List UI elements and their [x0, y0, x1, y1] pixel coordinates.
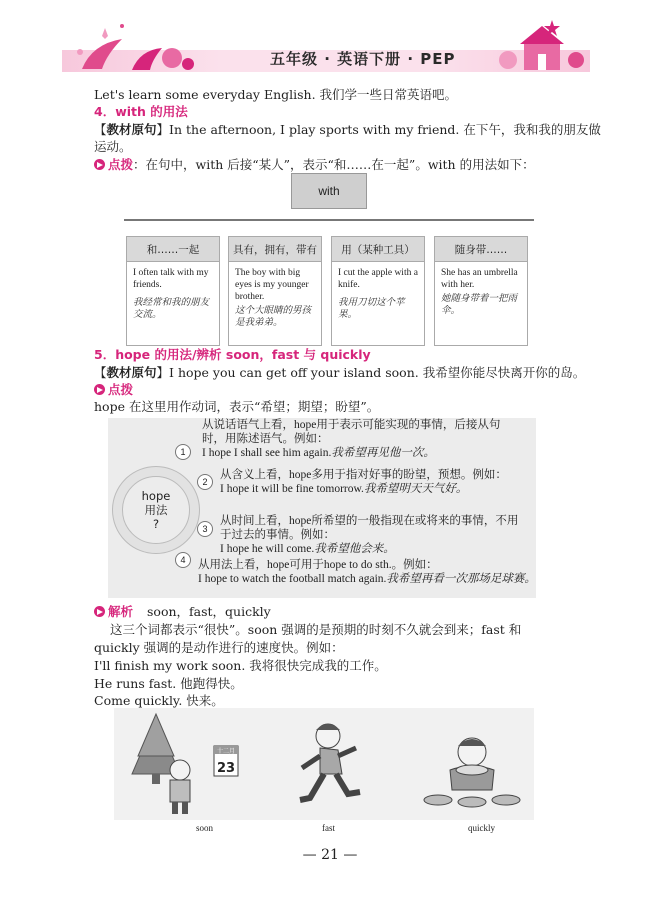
- section4-tip: [94, 156, 535, 173]
- section4-sentence-line2: 运动。: [94, 139, 132, 154]
- page-number: — 21 —: [302, 847, 358, 863]
- with-column-chinese: 这个大眼睛的男孩是我弟弟。: [235, 306, 312, 328]
- calendar-month: 十二月: [216, 748, 236, 755]
- with-column-caption: 和……一起: [127, 237, 219, 262]
- hope-item-example: I hope to watch the football match again.: [198, 573, 387, 585]
- illustration-caption-fast: fast: [322, 823, 335, 833]
- hope-item-3: [220, 514, 518, 556]
- hope-item-text: 时，用陈述语气。例如：: [202, 433, 329, 445]
- analysis-para-line1: 这三个词都表示“很快”。soon 强调的是预期的时刻不久就会到来；fast 和: [110, 622, 522, 637]
- with-column-caption: 用（某种工具）: [332, 237, 424, 262]
- hope-item-number: 3: [197, 521, 213, 537]
- analysis-example-3: Come quickly. 快来。: [94, 693, 224, 708]
- section5-tip-label-line: [94, 381, 133, 398]
- hope-item-2: [220, 468, 507, 496]
- with-column-chinese: 我用刀切这个苹果。: [338, 298, 405, 320]
- with-column-chinese: 我经常和我的朋友交流。: [133, 298, 210, 320]
- hope-item-example-zh: 我希望明天天气好。: [363, 483, 468, 495]
- analysis-words: soon，fast，quickly: [147, 604, 271, 619]
- illustration-caption-quickly: quickly: [468, 823, 495, 833]
- hope-item-1: [202, 418, 500, 460]
- with-column-3: [331, 236, 425, 346]
- with-column-2: [228, 236, 322, 346]
- hope-item-text: 从含义上看，hope多用于指对好事的盼望，预想。例如：: [220, 469, 507, 481]
- analysis-example-1: I'll finish my work soon. 我将很快完成我的工作。: [94, 658, 387, 673]
- section4-source-sentence: [94, 121, 601, 138]
- section5-sentence: I hope you can get off your island soon. 我希望你能尽快离开你的岛。: [169, 365, 586, 380]
- hope-center-usage: 用法: [144, 503, 168, 517]
- with-column-english: I often talk with my friends.: [133, 268, 209, 290]
- hope-item-number: 4: [175, 552, 191, 568]
- illustration-caption-soon: soon: [196, 823, 214, 833]
- illustration-soon-boy-calendar: [118, 712, 248, 818]
- with-column-chinese: 她随身带着一把雨伞。: [441, 294, 518, 316]
- source-tag: 教材原句: [106, 122, 157, 137]
- section4-sentence-line1: In the afternoon, I play sports with my friend. 在下午，我和我的朋友做: [169, 122, 601, 137]
- analysis-label: 解析: [108, 604, 134, 619]
- intro-line: Let's learn some everyday English. 我们学一些日常英语吧。: [94, 87, 458, 102]
- hope-item-text: 于过去的事情。例如：: [220, 529, 335, 541]
- section4-heading: 4．with 的用法: [94, 104, 188, 119]
- hope-item-text: 从时间上看，hope所希望的一般指现在或将来的事情，不用: [220, 515, 519, 527]
- hope-item-example: I hope he will come.: [220, 543, 315, 555]
- hope-item-example-zh: 我希望再见他一次。: [331, 447, 435, 459]
- with-column-english: She has an umbrella with her.: [441, 268, 518, 290]
- bracket-close: 】: [156, 122, 170, 137]
- section5-heading: 5．hope 的用法/辨析 soon，fast 与 quickly: [94, 347, 371, 362]
- illustration-fast-running-boy: [290, 718, 370, 818]
- header-house-decoration-right: [494, 16, 590, 74]
- hope-item-4: [198, 558, 536, 586]
- hope-center-question: ?: [152, 517, 160, 531]
- tip-label: 点拨: [108, 157, 134, 172]
- with-column-4: [434, 236, 528, 346]
- section5-tip-text: hope 在这里用作动词，表示“希望；期望；盼望”。: [94, 399, 380, 414]
- with-column-1: [126, 236, 220, 346]
- hope-item-example-zh: 我希望再看一次那场足球赛。: [386, 573, 536, 585]
- hope-item-text: 从说话语气上看，hope用于表示可能实现的事情，后接从句: [202, 419, 501, 431]
- header-flower-decoration-left: [62, 14, 212, 74]
- with-column-english: The boy with big eyes is my younger brother.: [235, 268, 309, 302]
- with-column-caption: 随身带……: [435, 237, 527, 262]
- analysis-para-line2: quickly 强调的是动作进行的速度快。例如：: [94, 640, 344, 655]
- hope-item-example-zh: 我希望他会来。: [314, 543, 395, 555]
- section5-source-sentence: [94, 364, 585, 381]
- hope-item-number: 1: [175, 444, 191, 460]
- header-title: 五年级 · 英语下册 · PEP: [270, 50, 456, 68]
- hope-item-number: 2: [197, 474, 213, 490]
- calendar-day: 23: [216, 761, 236, 776]
- hope-center: [122, 476, 190, 544]
- tip-play-icon: [94, 384, 105, 395]
- bracket-open: 【: [94, 365, 107, 380]
- bracket-close: 】: [156, 365, 170, 380]
- analysis-play-icon: [94, 606, 105, 617]
- tip-label: 点拨: [108, 382, 134, 397]
- with-root-box: with: [291, 173, 367, 209]
- tip-text: ：在句中，with 后接“某人”，表示“和……在一起”。with 的用法如下：: [133, 157, 535, 172]
- tip-play-icon: [94, 159, 105, 170]
- analysis-label-line: [94, 603, 271, 620]
- illustration-quickly-eating-boy: [420, 730, 530, 816]
- bracket-open: 【: [94, 122, 107, 137]
- source-tag: 教材原句: [106, 365, 157, 380]
- hope-item-text: 从用法上看，hope可用于hope to do sth.。例如：: [198, 559, 438, 571]
- with-column-english: I cut the apple with a knife.: [338, 268, 418, 290]
- hope-item-example: I hope it will be fine tomorrow.: [220, 483, 364, 495]
- with-diagram-rule: [124, 219, 534, 221]
- analysis-example-2: He runs fast. 他跑得快。: [94, 676, 243, 691]
- hope-item-example: I hope I shall see him again.: [202, 447, 332, 459]
- with-column-caption: 具有，拥有，带有: [229, 237, 321, 262]
- hope-center-word: hope: [141, 489, 171, 503]
